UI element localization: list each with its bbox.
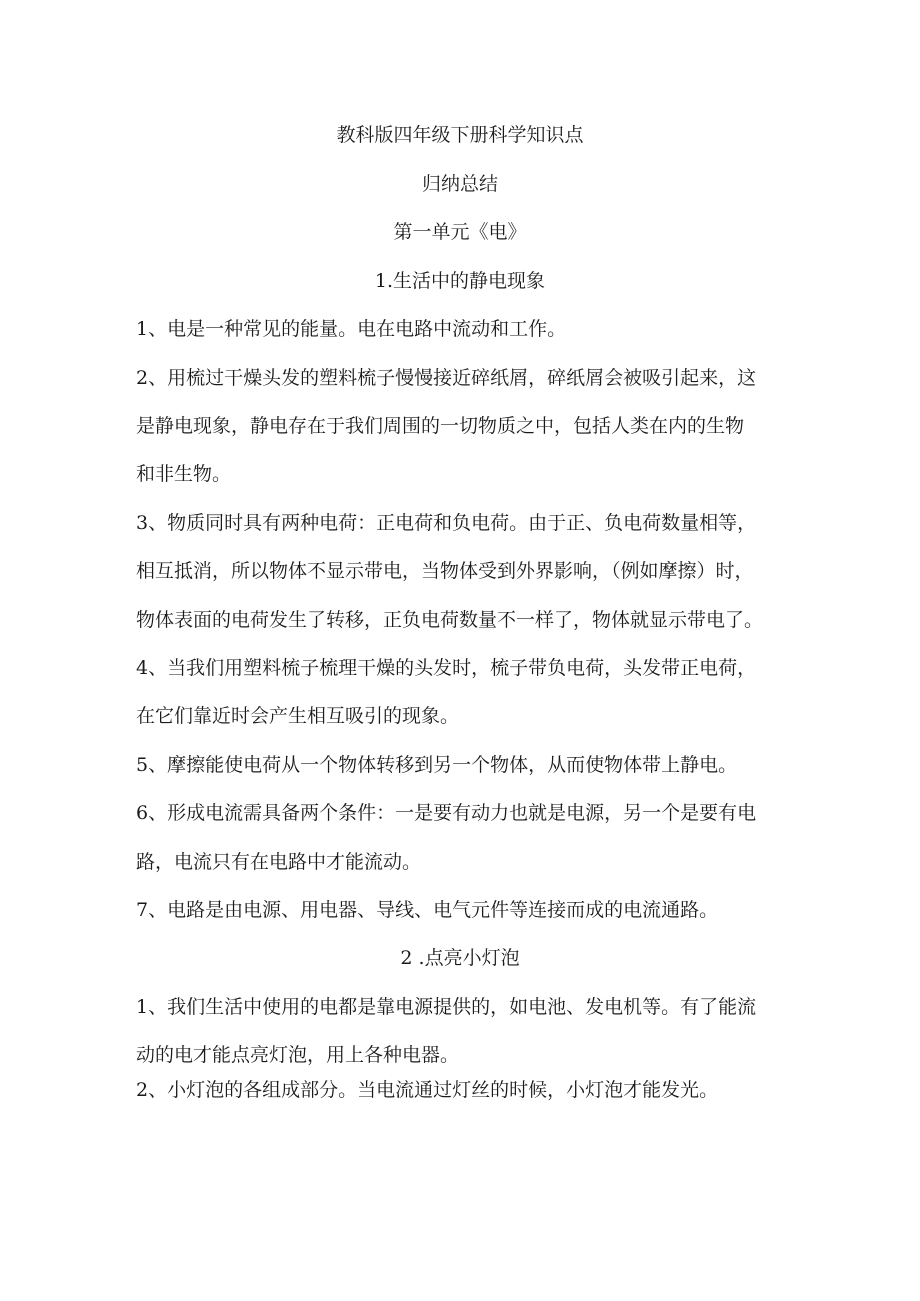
paragraph-line: 7、电路是由电源、用电器、导线、电气元件等连接而成的电流通路。 — [136, 899, 719, 921]
document-title: 教科版四年级下册科学知识点 — [336, 124, 584, 146]
paragraph-line: 在它们靠近时会产生相互吸引的现象。 — [136, 705, 460, 727]
paragraph-line: 2、用梳过干燥头发的塑料梳子慢慢接近碎纸屑，碎纸屑会被吸引起来，这 — [136, 367, 757, 389]
unit-title: 第一单元《电》 — [393, 221, 527, 243]
paragraph-line: 相互抵消，所以物体不显示带电，当物体受到外界影响，（例如摩擦）时， — [136, 560, 754, 582]
paragraph-line: 是静电现象，静电存在于我们周围的一切物质之中，包括人类在内的生物 — [136, 415, 745, 437]
section-1-title: 1.生活中的静电现象 — [374, 270, 546, 292]
paragraph-line: 3、物质同时具有两种电荷：正电荷和负电荷。由于正、负电荷数量相等， — [136, 512, 757, 534]
paragraph-line: 2、小灯泡的各组成部分。当电流通过灯丝的时候，小灯泡才能发光。 — [136, 1079, 719, 1101]
paragraph-line: 和非生物。 — [136, 463, 232, 485]
paragraph-line: 1、我们生活中使用的电都是靠电源提供的，如电池、发电机等。有了能流 — [136, 996, 757, 1018]
paragraph-line: 路，电流只有在电路中才能流动。 — [136, 851, 422, 873]
paragraph-line: 6、形成电流需具备两个条件：一是要有动力也就是电源，另一个是要有电 — [136, 802, 757, 824]
paragraph-line: 物体表面的电荷发生了转移，正负电荷数量不一样了，物体就显示带电了。 — [136, 609, 764, 631]
document-subtitle: 归纳总结 — [421, 173, 498, 195]
paragraph-line: 动的电才能点亮灯泡，用上各种电器。 — [136, 1044, 460, 1066]
section-2-title: 2 .点亮小灯泡 — [400, 947, 520, 969]
paragraph-line: 4、当我们用塑料梳子梳理干燥的头发时，梳子带负电荷，头发带正电荷， — [136, 657, 757, 679]
paragraph-line: 1、电是一种常见的能量。电在电路中流动和工作。 — [136, 318, 567, 340]
paragraph-line: 5、摩擦能使电荷从一个物体转移到另一个物体，从而使物体带上静电。 — [136, 754, 738, 776]
